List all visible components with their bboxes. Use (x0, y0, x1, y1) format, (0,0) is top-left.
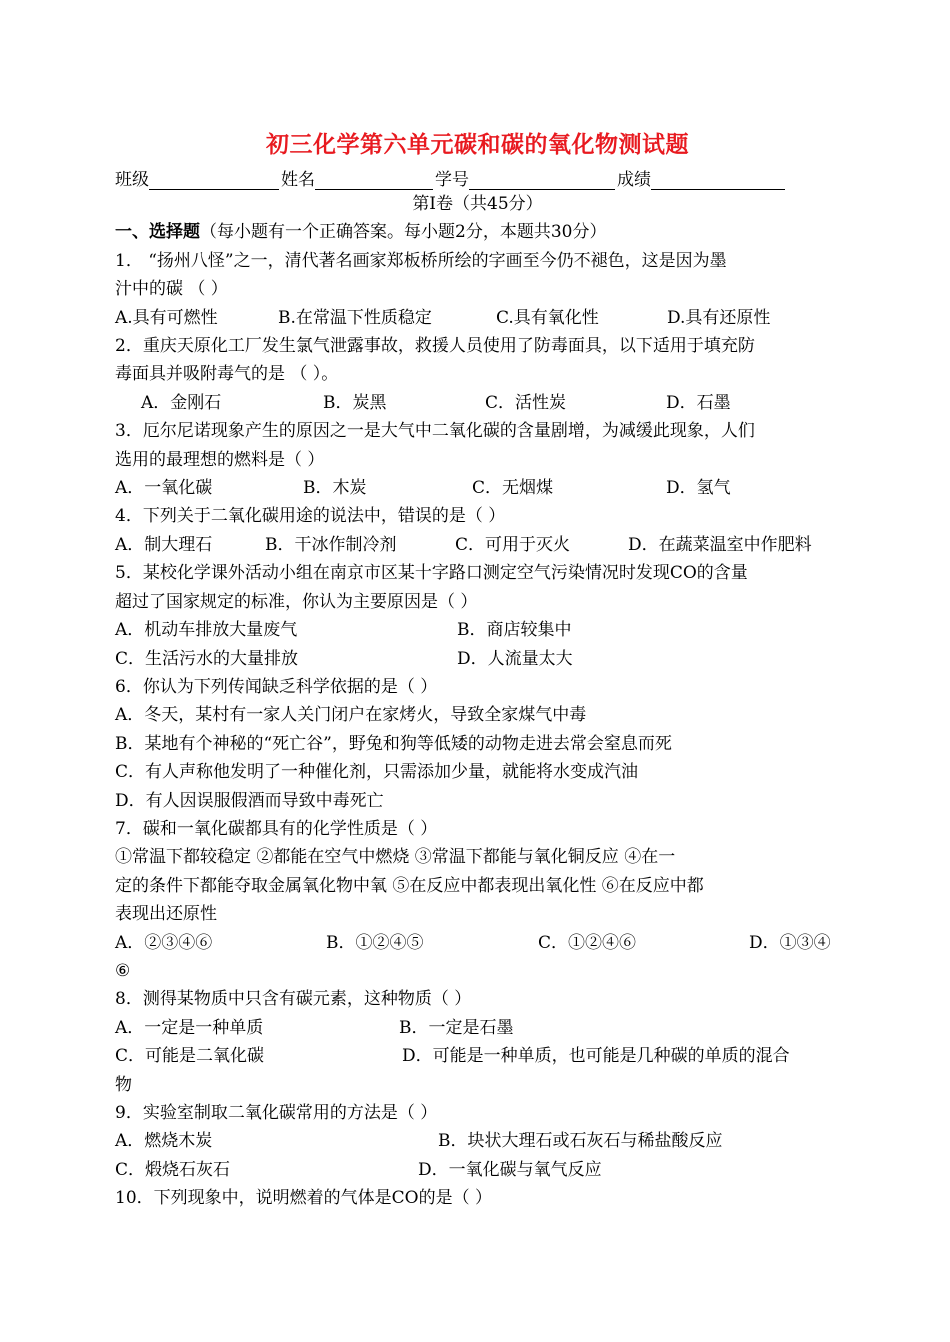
question-2-line-1: 2．重庆天原化工厂发生氯气泄露事故，救援人员使用了防毒面具，以下适用于填充防 (115, 336, 755, 357)
question-7-line-1: 7．碳和一氧化碳都具有的化学性质是（ ） (115, 818, 438, 839)
question-3-line-1: 3．厄尔尼诺现象产生的原因之一是大气中二氧化碳的含量剧增，为减缓此现象，人们 (115, 421, 755, 442)
option-c: C．无烟煤 (472, 478, 554, 499)
option-a: A.具有可燃性 (115, 307, 218, 328)
option-b: B．块状大理石或石灰石与稀盐酸反应 (438, 1131, 723, 1152)
question-7-line-2: ①常温下都较稳定 ②都能在空气中燃烧 ③常温下都能与氧化铜反应 ④在一 (115, 847, 676, 868)
option-d: D．氢气 (666, 478, 731, 499)
question-3-options (115, 474, 840, 502)
option-c: C．生活污水的大量排放 (115, 648, 299, 669)
question-9-options-cd (115, 1156, 840, 1184)
number-label: 学号 (435, 170, 469, 190)
option-d: D．①③④ (749, 932, 831, 953)
question-1-line-2: 汁中的碳 （ ） (115, 279, 228, 300)
name-label: 姓名 (281, 170, 315, 190)
option-b: B．一定是石墨 (399, 1017, 514, 1038)
option-d: D．有人因误服假酒而导致中毒死亡 (115, 790, 384, 811)
question-5-line-2: 超过了国家规定的标准，你认为主要原因是（ ） (115, 591, 478, 612)
question-5-options-ab (115, 616, 840, 644)
section-note: （每小题有一个正确答案。每小题2分，本题共30分） (200, 222, 607, 243)
question-5-line-1: 5．某校化学课外活动小组在南京市区某十字路口测定空气污染情况时发现CO的含量 (115, 563, 748, 584)
question-2-line-2: 毒面具并吸附毒气的是 （ ）。 (115, 364, 339, 385)
option-b: B．某地有个神秘的“死亡谷”，野兔和狗等低矮的动物走进去常会窒息而死 (115, 733, 672, 754)
option-c: C．活性炭 (485, 392, 567, 413)
question-7-option-d-continued: ⑥ (115, 960, 131, 981)
option-d: D．可能是一种单质，也可能是几种碳的单质的混合 (402, 1046, 790, 1067)
score-label: 成绩 (617, 170, 651, 190)
question-3-line-2: 选用的最理想的燃料是（ ） (115, 449, 325, 470)
name-blank[interactable] (315, 169, 433, 190)
option-d: D.具有还原性 (667, 307, 771, 328)
option-b: B．商店较集中 (457, 620, 572, 641)
student-info-row (115, 164, 840, 190)
section-title: 一、选择题 (115, 222, 200, 243)
option-a: A．燃烧木炭 (115, 1131, 213, 1152)
option-d: D．石墨 (666, 392, 731, 413)
volume-heading: 第Ⅰ卷（共45分） (412, 194, 543, 214)
option-a: A．制大理石 (115, 534, 213, 555)
class-label: 班级 (115, 170, 149, 190)
option-a: A．一定是一种单质 (115, 1017, 264, 1038)
option-c: C．可用于灭火 (455, 534, 571, 555)
option-b: B．炭黑 (323, 392, 387, 413)
number-blank[interactable] (469, 169, 615, 190)
question-5-options-cd (115, 645, 840, 673)
option-b: B．木炭 (303, 478, 367, 499)
question-2-options (115, 389, 840, 417)
option-c: C．①②④⑥ (538, 932, 637, 953)
question-1-options (115, 304, 840, 332)
question-8-options-cd (115, 1042, 840, 1070)
question-9-options-ab (115, 1127, 840, 1155)
section-heading (115, 218, 840, 246)
question-8-options-ab (115, 1014, 840, 1042)
option-b: B．干冰作制冷剂 (265, 534, 397, 555)
option-a: A．一氧化碳 (115, 478, 213, 499)
option-a: A．②③④⑥ (115, 932, 213, 953)
option-a: A．金刚石 (141, 392, 222, 413)
option-d: D．一氧化碳与氧气反应 (418, 1159, 602, 1180)
question-1-line-1: 1． “扬州八怪”之一，清代著名画家郑板桥所绘的字画至今仍不褪色，这是因为墨 (115, 250, 727, 271)
question-4-line-1: 4．下列关于二氧化碳用途的说法中，错误的是（ ） (115, 506, 506, 527)
question-8-line-1: 8．测得某物质中只含有碳元素，这种物质（ ） (115, 989, 472, 1010)
exam-page (115, 128, 840, 1213)
option-c: C．煅烧石灰石 (115, 1159, 231, 1180)
question-10-line-1: 10．下列现象中，说明燃着的气体是CO的是（ ） (115, 1188, 492, 1209)
option-d: D．人流量太大 (457, 648, 573, 669)
option-c: C．可能是二氧化碳 (115, 1046, 265, 1067)
question-7-line-3: 定的条件下都能夺取金属氧化物中氧 ⑤在反应中都表现出氧化性 ⑥在反应中都 (115, 875, 704, 896)
option-d: D．在蔬菜温室中作肥料 (628, 534, 812, 555)
score-blank[interactable] (651, 169, 785, 190)
question-7-line-4: 表现出还原性 (115, 904, 217, 925)
option-c: C．有人声称他发明了一种催化剂，只需添加少量，就能将水变成汽油 (115, 762, 639, 783)
option-b: B．①②④⑤ (326, 932, 424, 953)
question-9-line-1: 9．实验室制取二氧化碳常用的方法是（ ） (115, 1103, 438, 1123)
option-c: C.具有氧化性 (496, 307, 599, 328)
question-4-options (115, 531, 840, 559)
question-6-line-1: 6．你认为下列传闻缺乏科学依据的是（ ） (115, 676, 438, 697)
class-blank[interactable] (149, 169, 279, 190)
question-7-options (115, 929, 840, 957)
page-title: 初三化学第六单元碳和碳的氧化物测试题 (266, 131, 689, 158)
option-b: B.在常温下性质稳定 (278, 307, 432, 328)
option-a: A．冬天，某村有一家人关门闭户在家烤火，导致全家煤气中毒 (115, 705, 587, 726)
option-a: A．机动车排放大量废气 (115, 620, 298, 641)
question-8-option-d-continued: 物 (115, 1074, 132, 1095)
